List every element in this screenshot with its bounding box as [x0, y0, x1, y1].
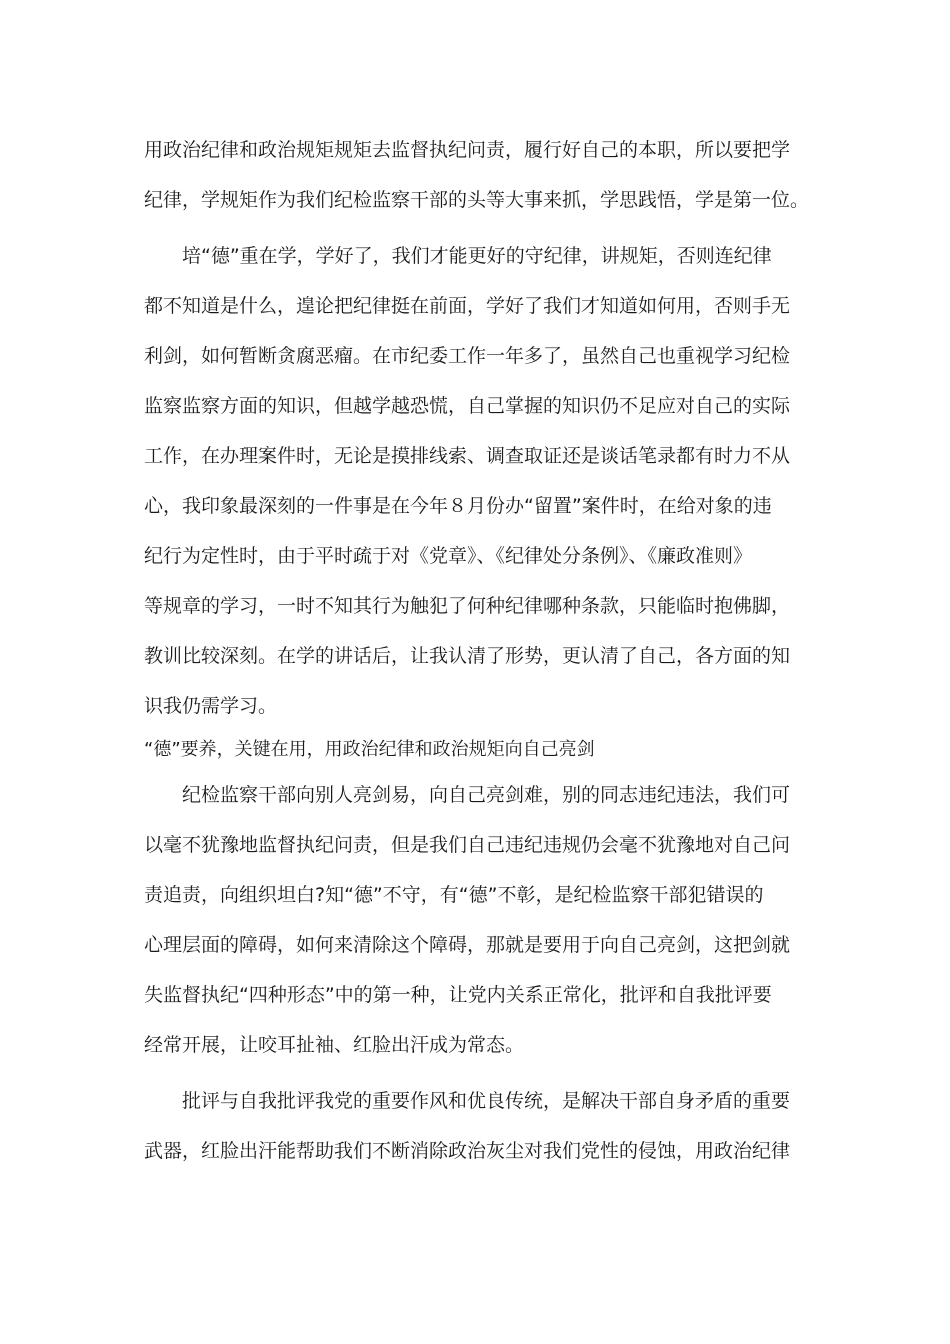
text-line: 纪行为定性时，由于平时疏于对《党章》、《纪律处分条例》、《廉政准则》 [144, 545, 753, 567]
text-line: 都不知道是什么，遑论把纪律挺在前面，学好了我们才知道如何用，否则手无 [144, 295, 791, 317]
paragraph-first-line: 批评与自我批评我党的重要作风和优良传统，是解决干部自身矛盾的重要 [182, 1090, 791, 1112]
paragraph-first-line: 纪检监察干部向别人亮剑易，向自己亮剑难，别的同志违纪违法，我们可 [182, 784, 791, 806]
text-line: 工作，在办理案件时，无论是摸排线索、调查取证还是谈话笔录都有时力不从 [144, 445, 791, 467]
text-line: 心理层面的障碍，如何来清除这个障碍，那就是要用于向自己亮剑，这把剑就 [144, 934, 791, 956]
text-line: 责追责，向组织坦白?知“德”不守，有“德”不彰，是纪检监察干部犯错误的 [144, 884, 764, 906]
text-line: 识我仍需学习。 [144, 695, 278, 717]
text-line: 心，我印象最深刻的一件事是在今年８月份办“留置”案件时，在给对象的违 [144, 495, 772, 517]
text-line: 武器，红脸出汗能帮助我们不断消除政治灰尘对我们党性的侵蚀，用政治纪律 [144, 1140, 791, 1162]
text-line: 等规章的学习，一时不知其行为触犯了何种纪律哪种条款，只能临时抱佛脚， [144, 595, 791, 617]
text-line: 纪律，学规矩作为我们纪检监察干部的头等大事来抓，学思践悟，学是第一位。 [144, 189, 810, 211]
text-line: 监察监察方面的知识，但越学越恐慌，自己掌握的知识仍不足应对自己的实际 [144, 395, 791, 417]
text-line: 经常开展，让咬耳扯袖、红脸出汗成为常态。 [144, 1034, 525, 1056]
section-heading: “德”要养，关键在用，用政治纪律和政治规矩向自己亮剑 [144, 739, 595, 760]
paragraph-first-line: 培“德”重在学，学好了，我们才能更好的守纪律，讲规矩，否则连纪律 [182, 245, 772, 267]
text-line: 教训比较深刻。在学的讲话后，让我认清了形势，更认清了自己，各方面的知 [144, 645, 791, 667]
text-line: 利剑，如何暂断贪腐恶瘤。在市纪委工作一年多了，虽然自己也重视学习纪检 [144, 345, 791, 367]
text-line: 用政治纪律和政治规矩规矩去监督执纪问责，履行好自己的本职，所以要把学 [144, 139, 791, 161]
text-line: 失监督执纪“四种形态”中的第一种，让党内关系正常化，批评和自我批评要 [144, 984, 772, 1006]
text-line: 以毫不犹豫地监督执纪问责，但是我们自己违纪违规仍会毫不犹豫地对自己问 [144, 834, 791, 856]
